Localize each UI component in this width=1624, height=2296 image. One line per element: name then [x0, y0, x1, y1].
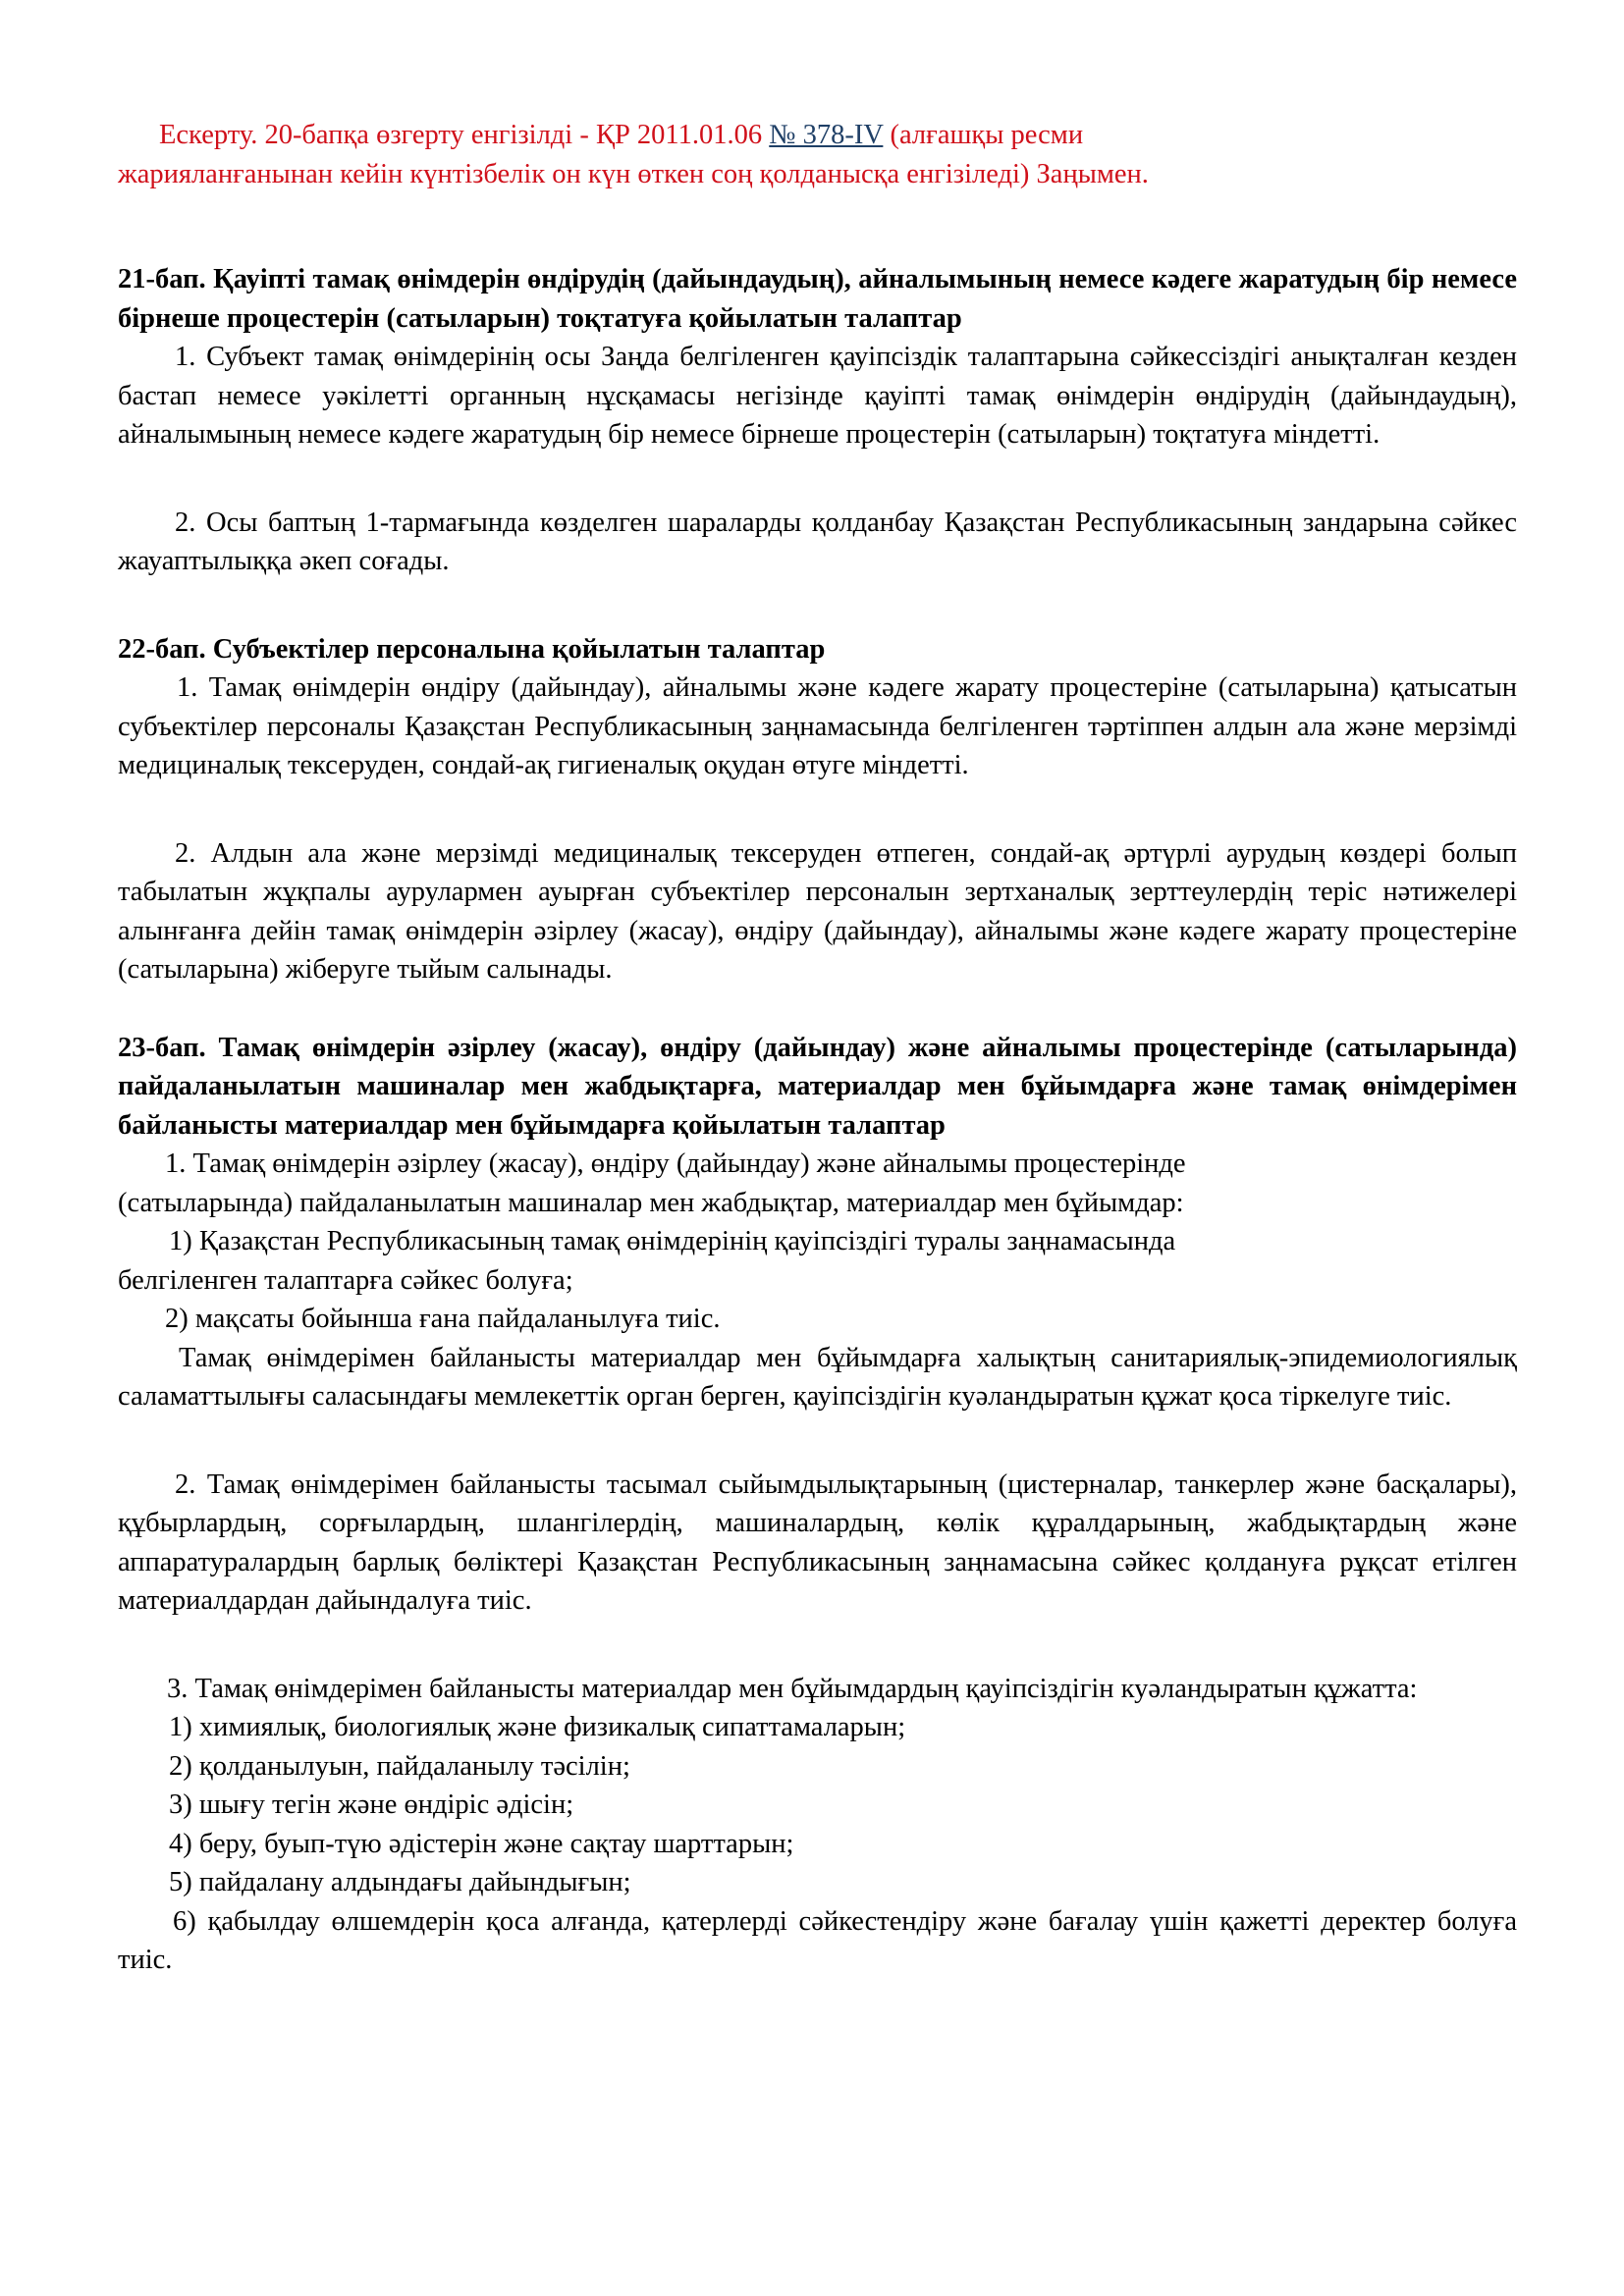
law-link[interactable]: № 378-IV: [769, 120, 884, 150]
article-paragraph: 3. Тамақ өнімдерімен байланысты материалдар мен бұйымдардың қауіпсіздігін куәландыратын құжатта:: [167, 1673, 1418, 1704]
article-paragraph: Тамақ өнімдерімен байланысты материалдар мен бұйымдарға халықтың санитариялық-эпидемиологиялық саламаттылығы саласындағы мемлекеттік орган берген, қауіпсіздігін куәландыратын құжат қоса тіркелуге тиіс.: [118, 1342, 1517, 1412]
article-paragraph: 2. Осы баптың 1-тармағында көзделген шараларды қолданбау Қазақстан Республикасының зандарына сәйкес жауаптылыққа әкеп соғады.: [118, 507, 1517, 576]
note-text-line2: жарияланғанынан кейін күнтізбелік он күн өткен соң қолданысқа енгізіледі) Заңымен.: [118, 158, 1149, 189]
list-item-cont: белгіленген талаптарға сәйкес болуға;: [118, 1264, 573, 1296]
article-paragraph: 1. Субъект тамақ өнімдерінің осы Заңда белгіленген қауіпсіздік талаптарына сәйкессіздігі анықталған кезден бастап немесе уәкілетті органның нұсқамасы негізінде қауіпті тамақ өнімдерін өндірудің (дайындаудың), айналымының немесе кәдеге жаратудың бір немесе бірнеше процестерін (сатыларын) тоқтатуға міндетті.: [118, 342, 1517, 450]
paragraph-line: (сатыларында) пайдаланылатын машиналар мен жабдықтар, материалдар мен бұйымдар:: [118, 1187, 1184, 1218]
list-item: 6) қабылдау өлшемдерін қоса алғанда, қатерлерді сәйкестендіру және бағалау үшін қажетті деректер болуға тиіс.: [118, 1905, 1517, 1975]
article-23: [118, 1029, 1517, 1980]
document-page: [118, 116, 1517, 1980]
list-item: 5) пайдалану алдындағы дайындығын;: [169, 1867, 631, 1897]
article-heading: 23-бап. Тамақ өнімдерін әзірлеу (жасау), өндіру (дайындау) және айналымы процестерінде (сатыларында) пайдаланылатын машиналар мен жабдықтарға, материалдар мен бұйымдарға және тамақ өнімдерімен байланысты материалдар мен бұйымдарға қойылатын талаптар: [118, 1032, 1517, 1141]
list-item: 1) химиялық, биологиялық және физикалық сипаттамаларын;: [169, 1712, 906, 1742]
list-item: 4) беру, буып-түю әдістерін және сақтау шарттарын;: [169, 1828, 794, 1859]
amendment-note: [118, 116, 1517, 193]
list-item: 1) Қазақстан Республикасының тамақ өнімдерінің қауіпсіздігі туралы заңнамасында: [169, 1226, 1176, 1256]
article-paragraph: 2. Тамақ өнімдерімен байланысты тасымал сыйымдылықтарының (цистерналар, танкерлер және басқалары), құбырлардың, сорғылардың, шлангілердің, машиналардың, көлік құралдарының, жабдықтардың және аппаратуралардың барлық бөліктері Қазақстан Республикасының заңнамасына сәйкес қолдануға рұқсат етілген материалдардан дайындалуға тиіс.: [118, 1468, 1517, 1616]
list-item: 2) қолданылуын, пайдаланылу тәсілін;: [169, 1750, 630, 1782]
article-heading: 21-бап. Қауіпті тамақ өнімдерін өндірудің (дайындаудың), айналымының немесе кәдеге жаратудың бір немесе бірнеше процестерін (сатыларын) тоқтатуға қойылатын талаптар: [118, 264, 1517, 334]
list-item: 3) шығу тегін және өндіріс әдісін;: [169, 1789, 574, 1820]
note-text-cont: (алғашқы ресми: [883, 120, 1084, 150]
article-paragraph: 2. Алдын ала және мерзімді медициналық тексеруден өтпеген, сондай-ақ әртүрлі аурудың көздері болып табылатын жұқпалы аурулармен ауырған субъектілер персоналын зертханалық зерттеулердің теріс нәтижелері алынғанға дейін тамақ өнімдерін әзірлеу (жасау), өндіру (дайындау), айналымы және кәдеге жарату процестеріне (сатыларына) жіберуге тыйым салынады.: [118, 837, 1517, 985]
article-heading: 22-бап. Субъектілер персоналына қойылатын талаптар: [118, 633, 826, 665]
article-22: [118, 630, 1517, 989]
article-21: [118, 260, 1517, 581]
paragraph-line: 1. Тамақ өнімдерін әзірлеу (жасау), өндіру (дайындау) және айналымы процестерінде: [165, 1148, 1186, 1179]
list-item: 2) мақсаты бойынша ғана пайдаланылуға тиіс.: [165, 1304, 721, 1334]
note-text: Ескерту. 20-бапқа өзгерту енгізілді - ҚР 2011.01.06: [159, 120, 770, 150]
article-paragraph: 1. Тамақ өнімдерін өндіру (дайындау), айналымы және кәдеге жарату процестеріне (сатыларына) қатысатын субъектілер персоналы Қазақстан Республикасының заңнамасында белгіленген тәртіппен алдын ала және мерзімді медициналық тексеруден, сондай-ақ гигиеналық оқудан өтуге міндетті.: [118, 672, 1517, 780]
